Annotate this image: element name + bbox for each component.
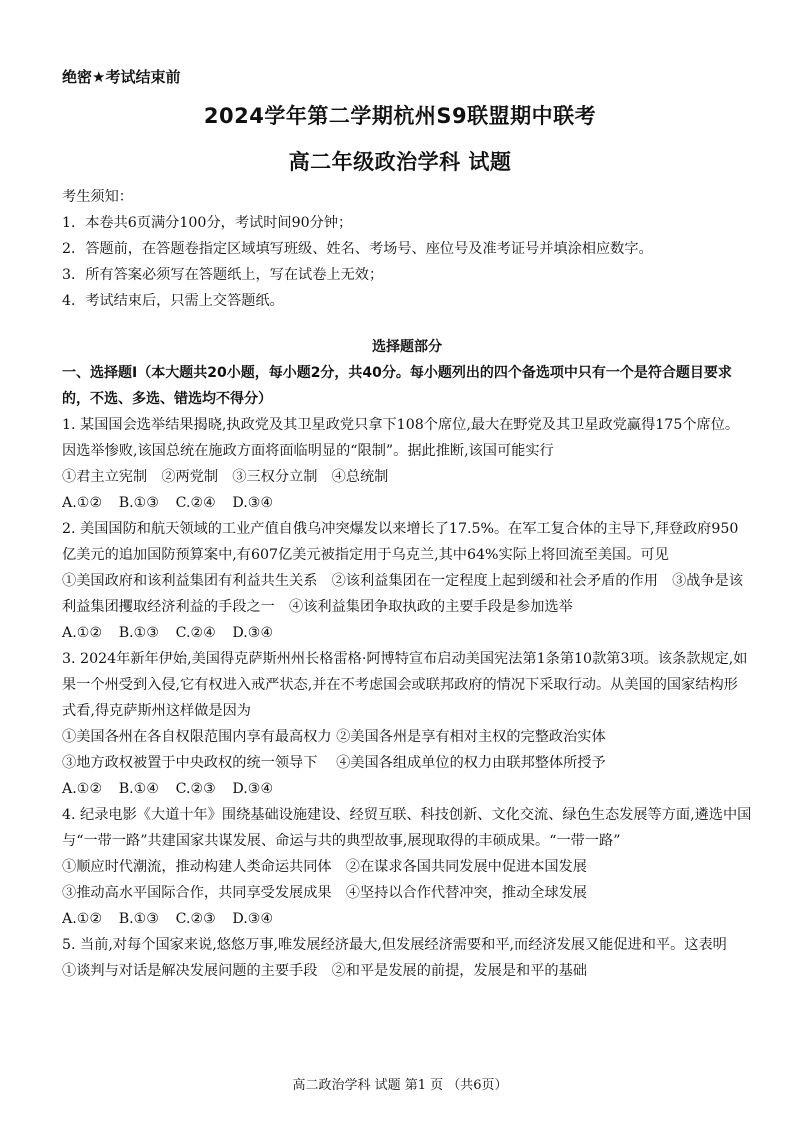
- option-c: C.②③: [175, 781, 216, 797]
- option-a: A.①②: [62, 781, 103, 797]
- question-statements: ③推动高水平国际合作，共同享受发展成果 ④坚持以合作代替冲突，推动全球发展: [62, 885, 587, 901]
- question-statements: ①谈判与对话是解决发展问题的主要手段 ②和平是发展的前提，发展是和平的基础: [62, 963, 587, 979]
- question-options: [62, 906, 752, 932]
- question-options: [62, 620, 752, 646]
- notice-item: 4．考试结束后，只需上交答题纸。: [62, 293, 284, 309]
- question-options: [62, 490, 752, 516]
- section-instruction: 一、选择题Ⅰ（本大题共20小题，每小题2分，共40分。每小题列出的四个备选项中只有一个是符合题目要求的，不选、多选、错选均不得分）: [62, 365, 732, 407]
- exam-body: [62, 184, 752, 984]
- exam-title: 2024学年第二学期杭州S9联盟期中联考: [203, 104, 597, 128]
- question-options: [62, 776, 752, 802]
- option-c: C.②④: [175, 625, 216, 641]
- question-stem: 1. 某国国会选举结果揭晓,执政党及其卫星政党只拿下108个席位,最大在野党及其卫星政党赢得175个席位。因选举惨败,该国总统在施政方面将面临明显的“限制”。据此推断,该国可能实行: [62, 417, 740, 459]
- option-a: A.①②: [62, 911, 103, 927]
- question-stem: 3. 2024年新年伊始,美国得克萨斯州州长格雷格·阿博特宣布启动美国宪法第1条第10款第3项。该条款规定,如果一个州受到入侵,它有权进入戒严状态,并在不考虑国会或联邦政府的情况下采取行动。从美国的国家结构形式看,得克萨斯州这样做是因为: [62, 651, 748, 719]
- option-d: D.③④: [232, 911, 274, 927]
- option-b: B.①③: [118, 911, 160, 927]
- exam-subtitle: 高二年级政治学科 试题: [288, 150, 512, 174]
- page-footer: 高二政治学科 试题 第1 页 （共6页）: [292, 1078, 508, 1093]
- question-statements: ①君主立宪制 ②两党制 ③三权分立制 ④总统制: [62, 469, 389, 485]
- question-stem: 5. 当前,对每个国家来说,悠悠万事,唯发展经济最大,但发展经济需要和平,而经济发展又能促进和平。这表明: [62, 937, 727, 953]
- option-a: A.①②: [62, 625, 103, 641]
- option-d: D.③④: [232, 625, 274, 641]
- question-statements: ①美国政府和该利益集团有利益共生关系 ②该利益集团在一定程度上起到缓和社会矛盾的作用 ③战争是该利益集团攫取经济利益的手段之一 ④该利益集团争取执政的主要手段是参加选举: [62, 573, 744, 615]
- notice-heading: 考生须知：: [62, 189, 133, 205]
- notice-item: 2．答题前，在答题卷指定区域填写班级、姓名、考场号、座位号及准考证号并填涂相应数字。: [62, 241, 653, 257]
- section-title: 选择题部分: [372, 339, 442, 355]
- notice-item: 3．所有答案必须写在答题纸上，写在试卷上无效；: [62, 267, 384, 283]
- option-c: C.②③: [175, 911, 216, 927]
- question-statements: ①顺应时代潮流，推动构建人类命运共同体 ②在谋求各国共同发展中促进本国发展: [62, 859, 587, 875]
- option-d: D.③④: [232, 781, 274, 797]
- option-d: D.③④: [232, 495, 274, 511]
- option-b: B.①③: [118, 625, 160, 641]
- question-statements: ③地方政权被置于中央政权的统一领导下 ④美国各组成单位的权力由联邦整体所授予: [62, 755, 606, 771]
- option-b: B.①③: [118, 495, 160, 511]
- question-stem: 2. 美国国防和航天领域的工业产值自俄乌冲突爆发以来增长了17.5%。在军工复合体的主导下,拜登政府950亿美元的追加国防预算案中,有607亿美元被指定用于乌克兰,其中64%实际上将回流至美国。可见: [62, 521, 739, 563]
- option-a: A.①②: [62, 495, 103, 511]
- question-statements: ①美国各州在各自权限范围内享有最高权力 ②美国各州是享有相对主权的完整政治实体: [62, 729, 606, 745]
- option-c: C.②④: [175, 495, 216, 511]
- option-b: B.①④: [118, 781, 160, 797]
- question-stem: 4. 纪录电影《大道十年》围绕基础设施建设、经贸互联、科技创新、文化交流、绿色生态发展等方面,遴选中国与“一带一路”共建国家共谋发展、命运与共的典型故事,展现取得的丰硕成果。“一带一路”: [62, 807, 752, 849]
- confidential-mark: 绝密★考试结束前: [62, 68, 181, 86]
- notice-item: 1．本卷共6页满分100分，考试时间90分钟；: [62, 215, 353, 231]
